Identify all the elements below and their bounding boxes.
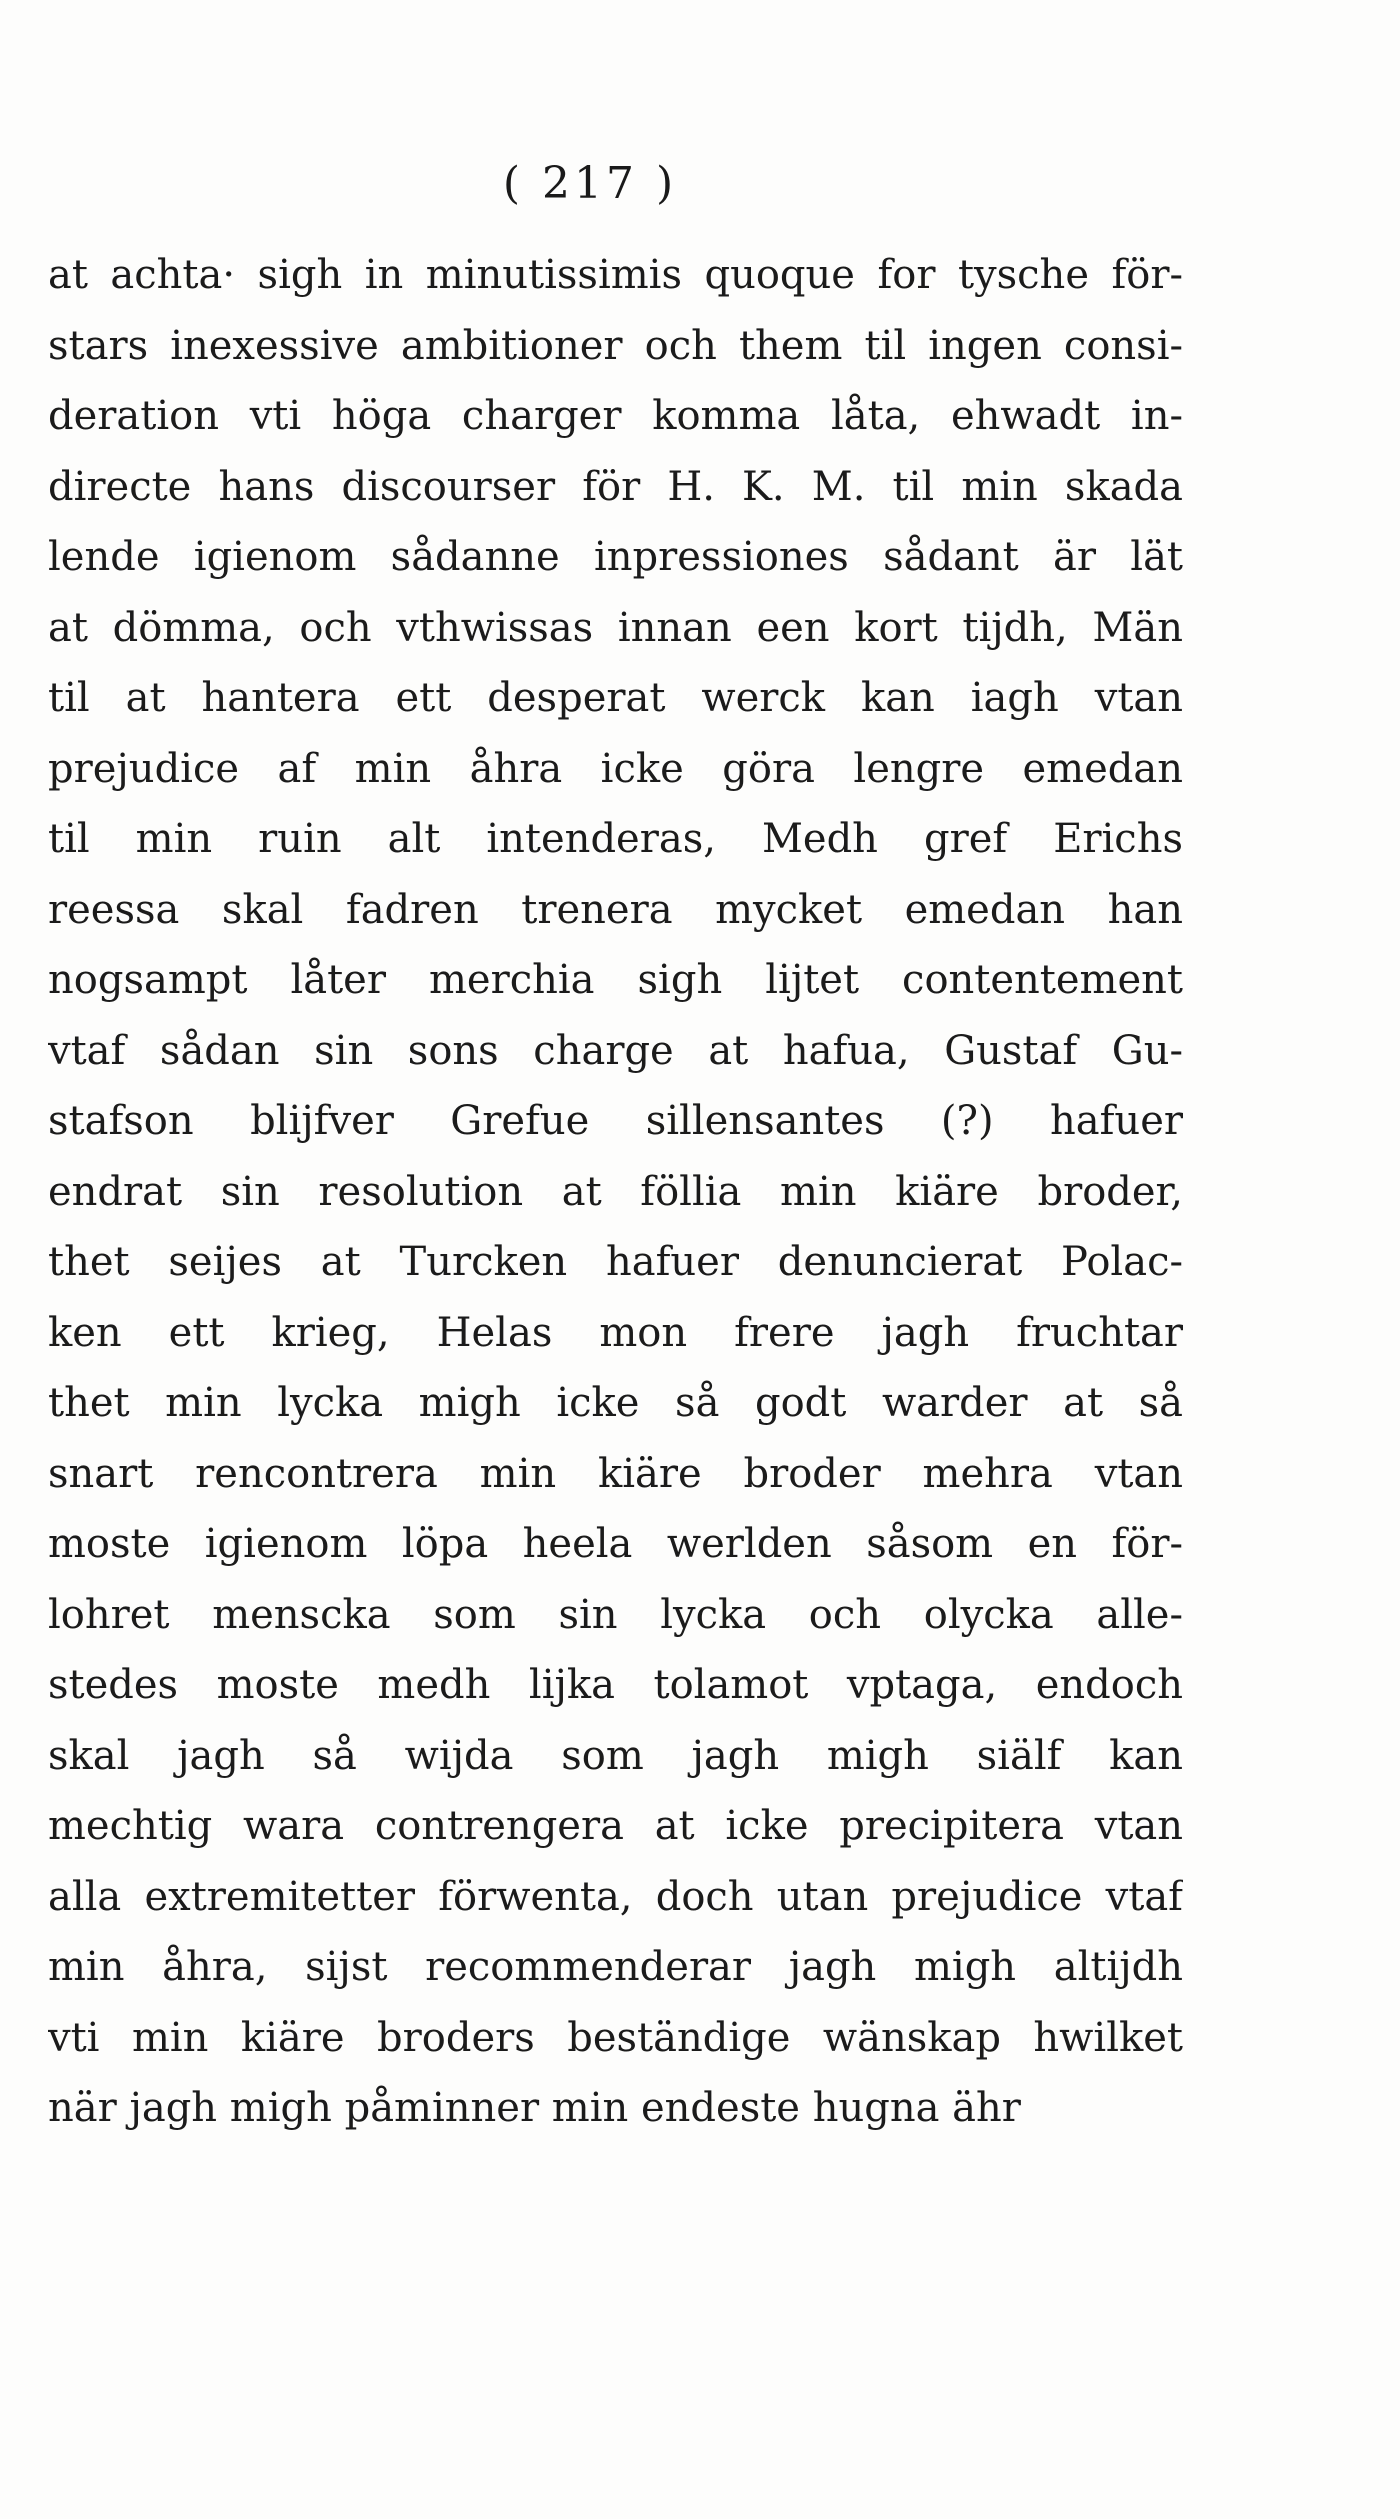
text-line: at dömma, och vthwissas innan een kort tijdh, Män <box>48 604 1183 651</box>
text-line: nogsampt låter merchia sigh lijtet contentement <box>48 957 1183 1003</box>
text-line: til min ruin alt intenderas, Medh gref Erichs <box>48 816 1183 862</box>
page-number: ( 217 ) <box>502 158 678 209</box>
text-line: mechtig wara contrengera at icke precipitera vtan <box>48 1803 1183 1849</box>
text-line: prejudice af min åhra icke göra lengre emedan <box>48 745 1183 792</box>
text-line: snart rencontrera min kiäre broder mehra vtan <box>48 1450 1183 1497</box>
text-line: ken ett krieg, Helas mon frere jagh fruchtar <box>48 1309 1183 1356</box>
text-line: lohret menscka som sin lycka och olycka alle- <box>48 1591 1183 1638</box>
text-line: vti min kiäre broders beständige wänskap hwilket <box>48 2014 1183 2061</box>
text-line: min åhra, sijst recommenderar jagh migh altijdh <box>48 1944 1183 1990</box>
text-line: directe hans discourser för H. K. M. til min skada <box>48 463 1183 510</box>
text-line: när jagh migh påminner min endeste hugna ähr <box>48 2085 1021 2131</box>
text-line: thet min lycka migh icke så godt warder at så <box>48 1380 1183 1426</box>
body-text <box>48 240 1183 2144</box>
text-line: stedes moste medh lijka tolamot vptaga, endoch <box>48 1662 1183 1708</box>
text-line: deration vti höga charger komma låta, ehwadt in- <box>48 393 1183 439</box>
text-line: thet seijes at Turcken hafuer denuncierat Polac- <box>48 1239 1183 1285</box>
text-line: til at hantera ett desperat werck kan iagh vtan <box>48 675 1183 721</box>
text-line: at achta· sigh in minutissimis quoque for tysche för- <box>48 252 1183 298</box>
text-line: endrat sin resolution at föllia min kiäre broder, <box>48 1168 1183 1215</box>
text-line: alla extremitetter förwenta, doch utan prejudice vtaf <box>48 1873 1183 1920</box>
text-line: lende igienom sådanne inpressiones sådant är lät <box>48 534 1183 580</box>
text-line: stars inexessive ambitioner och them til ingen consi- <box>48 322 1183 369</box>
text-line: vtaf sådan sin sons charge at hafua, Gustaf Gu- <box>48 1027 1183 1074</box>
text-line: skal jagh så wijda som jagh migh siälf kan <box>48 1732 1183 1779</box>
text-line: reessa skal fadren trenera mycket emedan han <box>48 886 1183 933</box>
text-line: stafson blijfver Grefue sillensantes (?) hafuer <box>48 1098 1183 1144</box>
text-line: moste igienom löpa heela werlden såsom en för- <box>48 1521 1183 1567</box>
